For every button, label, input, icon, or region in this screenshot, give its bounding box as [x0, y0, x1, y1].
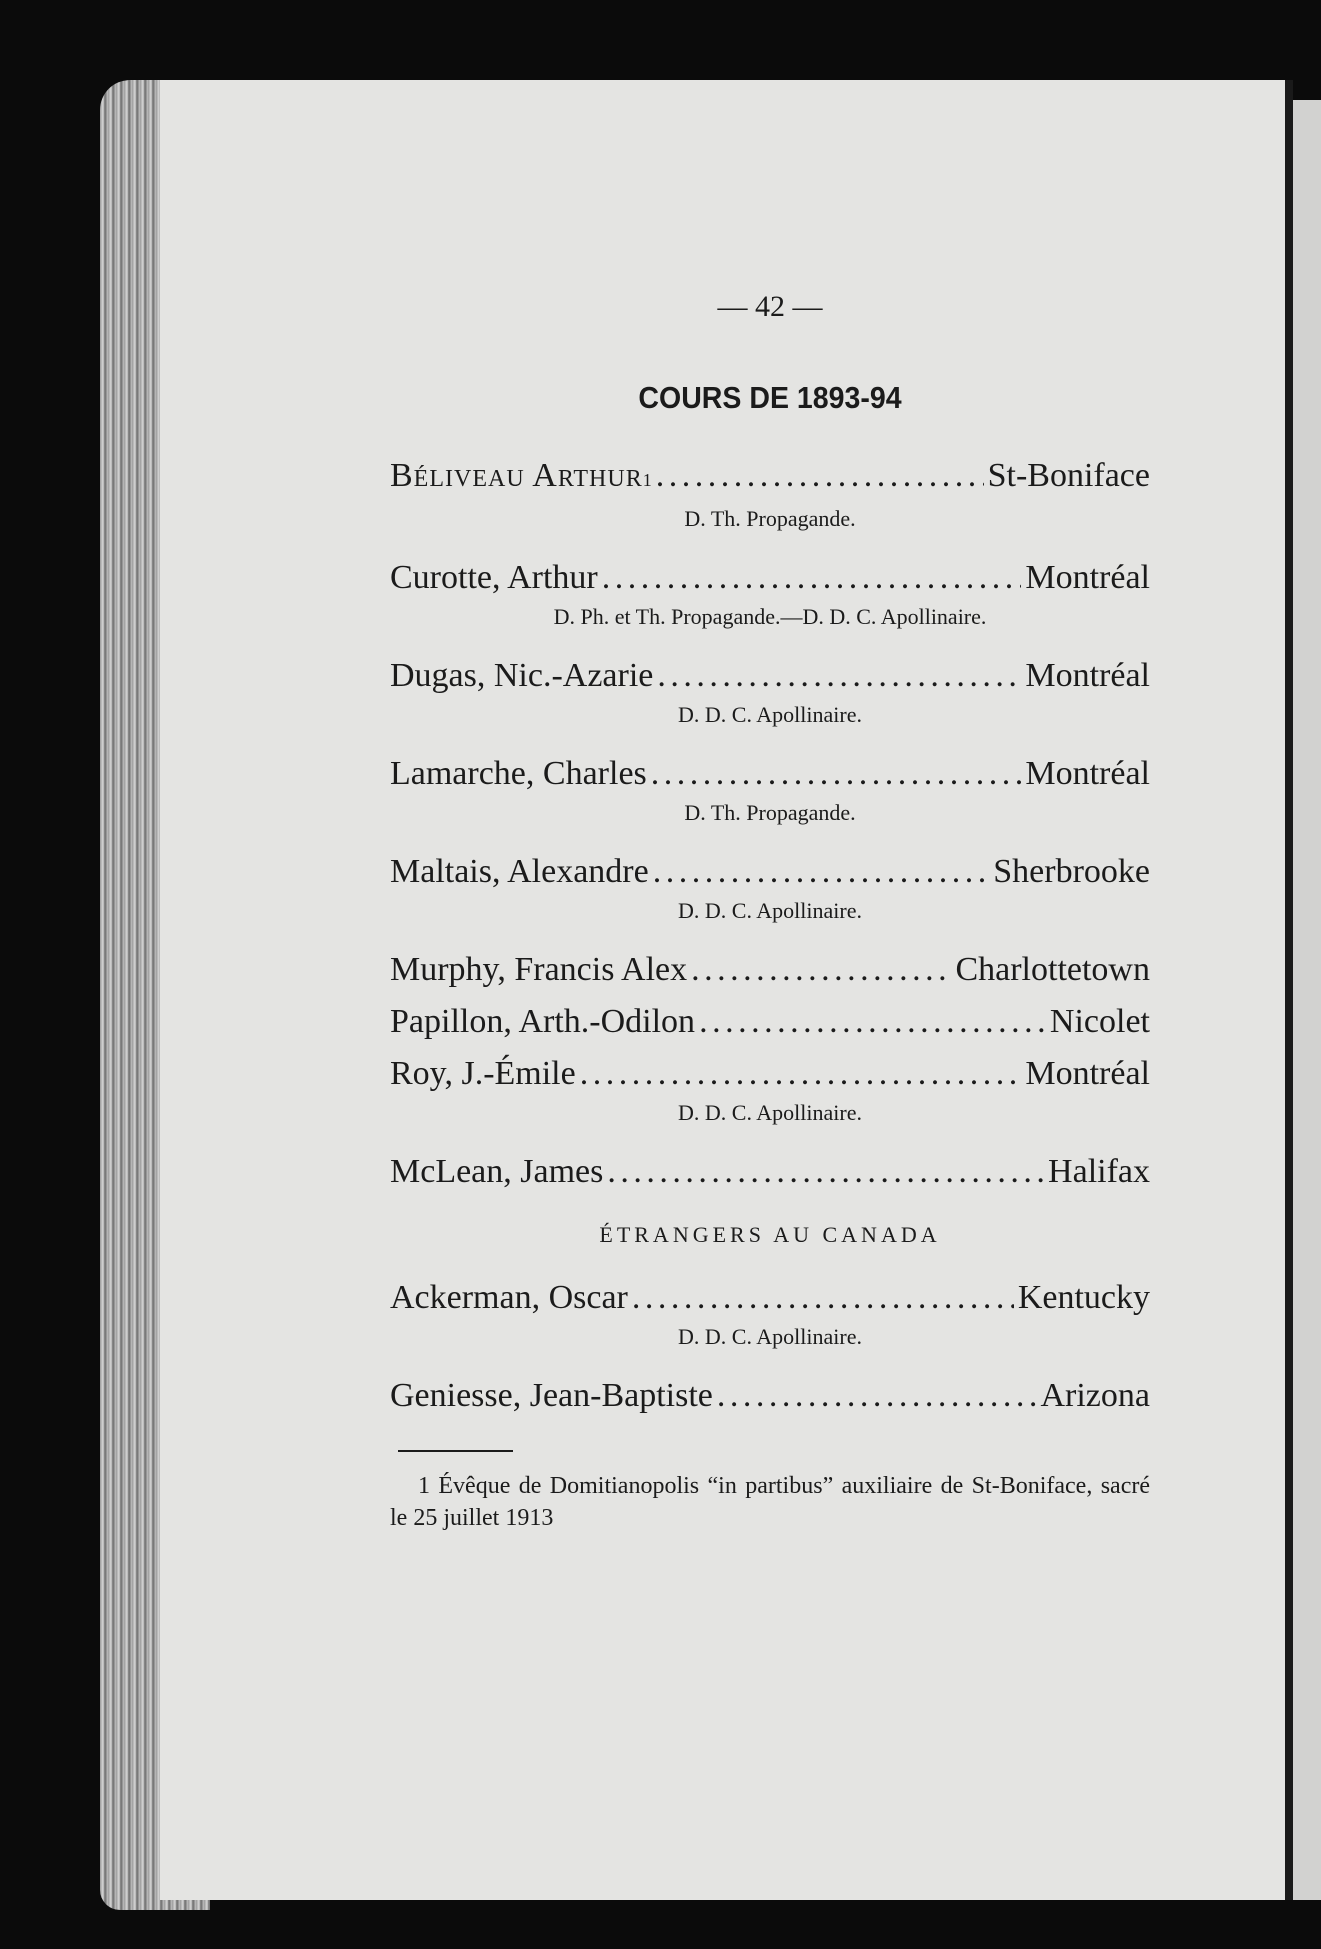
list-item	[390, 1054, 1150, 1128]
leader-dots	[632, 1278, 1014, 1318]
leader-dots	[717, 1376, 1037, 1416]
entry-place: Montréal	[1025, 559, 1150, 596]
list-item	[390, 1002, 1150, 1042]
footnote-mark: 1	[642, 470, 652, 490]
entry-name: Ackerman, Oscar	[390, 1279, 628, 1316]
list-item	[390, 656, 1150, 730]
entry-place: Arizona	[1040, 1377, 1150, 1414]
entry-note: D. D. C. Apollinaire.	[678, 898, 862, 923]
leader-dots	[580, 1054, 1022, 1094]
footnote-divider	[398, 1450, 513, 1452]
section-title: ÉTRANGERS AU CANADA	[599, 1222, 941, 1247]
leader-dots	[691, 950, 951, 990]
entry-place: Montréal	[1025, 1055, 1150, 1092]
entry-name: Papillon, Arth.-Odilon	[390, 1003, 696, 1040]
page-number: — 42 —	[717, 290, 823, 323]
list-item	[390, 558, 1150, 632]
entry-place: Charlottetown	[955, 951, 1150, 988]
entry-name: Maltais, Alexandre	[390, 853, 649, 890]
leader-dots	[651, 754, 1022, 794]
entry-place: Kentucky	[1017, 1279, 1150, 1316]
entry-place: Nicolet	[1049, 1003, 1150, 1040]
list-item	[390, 754, 1150, 828]
entry-name: Roy, J.-Émile	[390, 1055, 576, 1092]
entry-note: D. Ph. et Th. Propagande.—D. D. C. Apollinaire.	[553, 604, 987, 629]
entry-note: D. D. C. Apollinaire.	[678, 1324, 862, 1349]
footnote: 1 Évêque de Domitianopolis “in partibus” auxiliaire de St-Boniface, sacré le 25 juillet 1913	[390, 1473, 1150, 1531]
list-item	[390, 852, 1150, 926]
entry-note: D. D. C. Apollinaire.	[678, 1100, 862, 1125]
leader-dots	[653, 852, 990, 892]
entry-name: Curotte, Arthur	[390, 559, 598, 596]
leader-dots	[657, 656, 1021, 696]
facing-page-edge	[1293, 100, 1321, 1900]
leader-dots	[656, 456, 984, 496]
entry-name: Murphy, Francis Alex	[390, 951, 688, 988]
leader-dots	[699, 1002, 1046, 1042]
entries-list	[390, 456, 1150, 1192]
list-item	[390, 1152, 1150, 1192]
list-item	[390, 1278, 1150, 1352]
list-item	[390, 1376, 1150, 1416]
leader-dots	[602, 558, 1022, 598]
entry-name: Béliveau Arthur	[390, 457, 643, 494]
leader-dots	[607, 1152, 1044, 1192]
entry-place: Montréal	[1025, 755, 1150, 792]
entry-name: Geniesse, Jean-Baptiste	[390, 1377, 713, 1414]
entry-place: Montréal	[1025, 657, 1150, 694]
foreign-entries-list	[390, 1278, 1150, 1416]
entry-note: D. Th. Propagande.	[684, 506, 856, 531]
entry-note: D. D. C. Apollinaire.	[678, 702, 862, 727]
list-item	[390, 950, 1150, 990]
list-item	[390, 456, 1150, 534]
entry-note: D. Th. Propagande.	[684, 800, 856, 825]
entry-place: St-Boniface	[987, 457, 1150, 494]
entry-name: McLean, James	[390, 1153, 604, 1190]
entry-place: Sherbrooke	[993, 853, 1150, 890]
page-content	[390, 280, 1150, 1534]
entry-name: Lamarche, Charles	[390, 755, 647, 792]
entry-place: Halifax	[1048, 1153, 1150, 1190]
page-heading: COURS DE 1893-94	[638, 380, 902, 415]
entry-name: Dugas, Nic.-Azarie	[390, 657, 654, 694]
